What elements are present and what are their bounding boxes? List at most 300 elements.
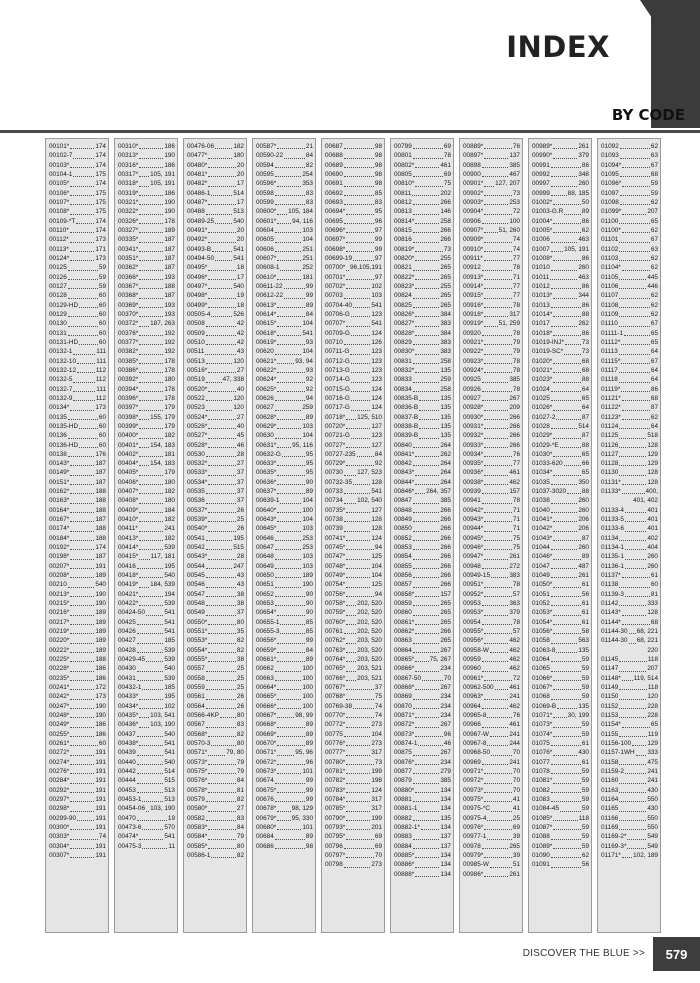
dot-leader (415, 851, 439, 858)
index-entry (532, 608, 589, 617)
page-reference: 187 (164, 264, 175, 272)
page-reference: 383 (440, 338, 451, 346)
index-entry (256, 599, 313, 608)
dot-leader (415, 450, 439, 457)
product-code: 00766* (325, 674, 346, 682)
dot-leader (139, 403, 163, 410)
dot-leader (206, 580, 236, 587)
page-reference: 97 (374, 254, 382, 262)
product-code: 00319* (118, 189, 139, 197)
dot-leader (275, 571, 302, 578)
product-code: 00888* (394, 870, 415, 878)
product-code: 00680* (256, 823, 277, 831)
product-code: 01158 (601, 758, 619, 766)
dot-leader (277, 366, 305, 373)
dot-leader (491, 748, 512, 755)
product-code: 00434* (118, 702, 139, 710)
dot-leader (415, 870, 439, 877)
product-code: 00720* (325, 422, 346, 430)
index-entry (394, 702, 451, 711)
index-entry (325, 394, 382, 403)
index-entry (532, 814, 589, 823)
dot-leader (70, 468, 94, 475)
dot-leader (139, 720, 149, 727)
index-entry (463, 245, 520, 254)
dot-leader (275, 534, 302, 541)
page-reference: 69 (443, 143, 451, 150)
index-entry (118, 310, 175, 319)
page-reference: 129 (647, 740, 658, 747)
page-reference: 234 (440, 702, 451, 710)
page-reference: 63 (650, 152, 658, 160)
dot-leader (415, 273, 439, 280)
product-code: 01028 (532, 422, 550, 430)
product-code: 00955* (463, 628, 484, 636)
index-entry (187, 198, 244, 207)
product-code: 00580* (187, 805, 208, 813)
index-entry (118, 804, 175, 813)
product-code: 00124* (49, 254, 70, 262)
product-code: 01018* (532, 329, 553, 337)
product-code: 00103* (49, 161, 70, 169)
dot-leader (206, 795, 236, 802)
product-code: 00961* (463, 674, 484, 682)
page-reference: 38 (236, 600, 244, 608)
page-reference: 70 (374, 851, 382, 859)
dot-leader (415, 254, 439, 261)
dot-leader (351, 431, 370, 438)
product-code: 00864 (394, 646, 412, 654)
page-reference: 60 (98, 432, 106, 440)
index-entry (118, 758, 175, 767)
index-entry (325, 338, 382, 347)
product-code: 00832* (394, 366, 415, 374)
footer-tagline[interactable]: DISCOVER THE BLUE >> (522, 948, 645, 959)
product-code: 01035 (532, 478, 550, 486)
index-column (528, 138, 592, 933)
dot-leader (70, 832, 98, 839)
product-code: 00184* (49, 534, 70, 542)
index-entry (187, 487, 244, 496)
product-code: 01030* (532, 450, 553, 458)
product-code: 00727-235 (325, 450, 356, 458)
product-code: 00583* (187, 823, 208, 831)
product-code: 01012 (532, 282, 550, 290)
page-reference: 99 (305, 292, 313, 300)
page-reference: 461 (509, 469, 520, 477)
index-entry (256, 823, 313, 832)
product-code: 00763* (325, 646, 346, 654)
product-code: 00489-25 (187, 217, 215, 225)
index-entry (394, 851, 451, 860)
page-reference: 104 (302, 432, 313, 440)
dot-leader (625, 562, 646, 569)
index-entry (325, 842, 382, 851)
index-entry (325, 580, 382, 589)
index-entry (532, 413, 589, 422)
dot-leader (622, 226, 650, 233)
index-entry (49, 189, 106, 198)
index-entry (118, 524, 175, 533)
product-code: 00429-45 (118, 656, 146, 664)
page-reference: 180 (164, 376, 175, 384)
index-entry (118, 170, 175, 179)
index-entry (532, 375, 589, 384)
page-reference: 383 (509, 572, 520, 580)
page-reference: 98, 99 (295, 712, 313, 720)
product-code: 00721-G (325, 432, 350, 440)
dot-leader (208, 291, 236, 298)
page-reference: 180 (233, 152, 244, 160)
product-code: 00906 (463, 217, 481, 225)
product-code: 01076* (532, 749, 553, 757)
page-reference: 155, 179 (150, 413, 175, 421)
page-reference: 550 (647, 814, 658, 822)
page-reference: 127, 207 (495, 180, 520, 188)
index-entry (463, 450, 520, 459)
dot-leader (344, 496, 356, 503)
page-reference: 317 (371, 805, 382, 813)
dot-leader (551, 422, 578, 429)
product-code: 00767* (325, 684, 346, 692)
index-entry (325, 786, 382, 795)
index-entry (118, 655, 175, 664)
dot-leader (619, 730, 647, 737)
dot-leader (484, 506, 512, 513)
page-reference: 129 (647, 460, 658, 468)
page-reference: 134 (440, 795, 451, 803)
dot-leader (70, 636, 94, 643)
product-code: 00927 (463, 394, 481, 402)
page-reference: 187 (164, 236, 175, 244)
page-reference: 228 (647, 702, 658, 710)
dot-leader (277, 515, 301, 522)
index-entry (49, 235, 106, 244)
page-reference: 61 (581, 740, 589, 747)
index-entry (256, 170, 313, 179)
page-reference: 78 (512, 264, 520, 272)
product-code: 00717-G (325, 404, 350, 412)
index-entry (118, 562, 175, 571)
dot-leader (277, 375, 305, 382)
index-entry (532, 580, 589, 589)
page-reference: 135 (440, 422, 451, 430)
dot-leader (551, 245, 563, 252)
index-entry (463, 776, 520, 785)
product-code: 00784* (325, 795, 346, 803)
product-code: 01007 (532, 245, 550, 253)
page-reference: 266 (509, 432, 520, 440)
index-entry (118, 832, 175, 841)
page-reference: 265 (440, 618, 451, 626)
page-reference: 251 (302, 254, 313, 262)
index-entry (601, 207, 658, 216)
product-code: 00915* (463, 292, 484, 300)
product-code: 00979* (463, 851, 484, 859)
dot-leader (68, 431, 98, 438)
dot-leader (70, 534, 94, 541)
index-entry (325, 347, 382, 356)
dot-leader (206, 571, 236, 578)
page-reference: 123 (371, 357, 382, 365)
page-reference: 74 (512, 245, 520, 253)
page-reference: 202, 520 (357, 628, 382, 636)
dot-leader (139, 739, 163, 746)
product-code: 00989* (532, 143, 553, 150)
product-code: 00952* (463, 590, 484, 598)
dot-leader (484, 795, 512, 802)
index-entry (118, 329, 175, 338)
product-code: 00136 (49, 432, 67, 440)
index-entry (463, 273, 520, 282)
dot-leader (413, 226, 440, 233)
dot-leader (484, 310, 508, 317)
index-entry (463, 860, 520, 869)
page-reference: 84 (236, 823, 244, 831)
index-entry (463, 189, 520, 198)
dot-leader (277, 655, 305, 662)
product-code: 00799 (394, 143, 412, 150)
page-reference: 203, 520 (357, 656, 382, 664)
dot-leader (346, 795, 370, 802)
product-code: 00933* (463, 441, 484, 449)
page-reference: 241 (509, 730, 520, 738)
dot-leader (208, 413, 236, 420)
page-reference: 100 (302, 693, 313, 701)
index-entry (187, 655, 244, 664)
index-entry (256, 459, 313, 468)
dot-leader (619, 776, 646, 783)
index-entry (187, 524, 244, 533)
page-reference: 62 (650, 310, 658, 318)
dot-leader (277, 338, 305, 345)
page-reference: 137 (440, 842, 451, 850)
product-code: 00127 (49, 282, 67, 290)
page-reference: 266 (440, 516, 451, 524)
product-code: 00936* (463, 469, 484, 477)
index-entry (49, 375, 106, 384)
dot-leader (208, 151, 232, 158)
dot-leader (413, 646, 440, 653)
dot-leader (275, 170, 302, 177)
page-reference: 92 (305, 385, 313, 393)
index-entry (463, 664, 520, 673)
index-entry (532, 273, 589, 282)
index-entry (532, 692, 589, 701)
product-code: 01034* (532, 469, 553, 477)
product-code: 01143* (601, 609, 621, 617)
index-entry (601, 189, 658, 198)
dot-leader (70, 646, 94, 653)
product-code: 00377* (118, 338, 139, 346)
page-reference: 59 (98, 273, 106, 281)
dot-leader (277, 207, 287, 214)
index-entry (601, 366, 658, 375)
page-reference: 60 (98, 301, 106, 309)
product-code: 00105* (49, 180, 70, 188)
index-entry (187, 608, 244, 617)
index-entry (187, 357, 244, 366)
product-code: 00903* (463, 198, 484, 206)
page-reference: 27 (236, 805, 244, 813)
page-reference: 190 (164, 152, 175, 160)
index-entry (187, 301, 244, 310)
page-reference: 317 (509, 310, 520, 318)
page-reference: 260 (647, 562, 658, 570)
dot-leader (553, 254, 581, 261)
index-entry (118, 674, 175, 683)
dot-leader (564, 347, 581, 354)
product-code: 00811 (394, 189, 412, 197)
product-code: 00539* (187, 516, 208, 524)
page-reference: 59 (581, 795, 589, 803)
index-entry (49, 329, 106, 338)
dot-leader (70, 795, 94, 802)
page-reference: 77 (512, 292, 520, 300)
dot-leader (275, 664, 302, 671)
dot-leader (484, 590, 512, 597)
dot-leader (208, 478, 236, 485)
index-entry (118, 207, 175, 216)
page-reference: 61 (581, 600, 589, 608)
product-code: 00866* (394, 665, 415, 673)
product-code: 00785* (325, 805, 346, 813)
product-code: 00470 (118, 814, 136, 822)
dot-leader (551, 739, 581, 746)
page-reference: 187 (95, 516, 106, 524)
dot-leader (413, 702, 440, 709)
page-reference: 19 (236, 292, 244, 300)
page-reference: 207 (647, 665, 658, 673)
index-entry (532, 282, 589, 291)
product-code: 00918* (463, 310, 484, 318)
product-code: 00487* (187, 198, 208, 206)
index-entry (256, 226, 313, 235)
dot-leader (346, 692, 374, 699)
index-entry (601, 571, 658, 580)
dot-leader (68, 291, 98, 298)
dot-leader (215, 217, 232, 224)
dot-leader (553, 357, 581, 364)
index-entry (187, 403, 244, 412)
page-reference: 259 (302, 404, 313, 412)
product-code: 00925 (463, 376, 481, 384)
index-entry (325, 823, 382, 832)
product-code: 00985-W (463, 861, 489, 869)
page-reference: 463 (578, 236, 589, 244)
dot-leader (484, 674, 512, 681)
product-code: 00700* (325, 264, 346, 272)
dot-leader (551, 758, 581, 765)
product-code: 00813 (394, 208, 412, 216)
index-entry (532, 403, 589, 412)
page-reference: 28 (236, 450, 244, 458)
product-code: 00768* (325, 693, 346, 701)
index-entry (49, 422, 106, 431)
index-entry (187, 823, 244, 832)
page-reference: 75 (443, 180, 451, 188)
dot-leader (619, 534, 646, 541)
page-reference: 69 (374, 833, 382, 841)
dot-leader (482, 170, 509, 177)
product-code: 00781* (325, 767, 346, 775)
index-entry (601, 403, 658, 412)
page-reference: 190 (95, 590, 106, 598)
page-reference: 541 (371, 488, 382, 496)
product-code: 00770* (325, 712, 346, 720)
dot-leader (413, 301, 440, 308)
product-code: 00978 (463, 842, 481, 850)
index-entry (394, 552, 451, 561)
dot-leader (139, 543, 163, 550)
dot-leader (482, 720, 509, 727)
dot-leader (482, 394, 509, 401)
page-reference: 191 (95, 758, 106, 766)
page-reference: 401 (647, 516, 658, 524)
index-entry (187, 235, 244, 244)
index-entry (463, 571, 520, 580)
product-code: 00615* (256, 320, 277, 328)
dot-leader (484, 198, 508, 205)
product-code: 00558 (187, 674, 205, 682)
index-entry (532, 702, 589, 711)
page-reference: 550 (647, 795, 658, 803)
dot-leader (622, 608, 647, 615)
page-reference: 89 (305, 721, 313, 729)
dot-leader (495, 683, 509, 690)
product-code: 00611-22 (256, 282, 283, 290)
dot-leader (482, 655, 509, 662)
dot-leader (619, 814, 646, 821)
page-reference: 64 (650, 348, 658, 356)
dot-leader (277, 730, 305, 737)
product-code: 01026* (532, 404, 553, 412)
page-reference: 73 (374, 758, 382, 766)
dot-leader (346, 413, 356, 420)
product-code: 00586-1 (187, 851, 211, 859)
index-entry (532, 487, 589, 496)
page-reference: 189 (95, 637, 106, 645)
product-code: 01073* (532, 721, 553, 729)
page-reference: 86 (581, 254, 589, 262)
dot-leader (351, 329, 370, 336)
index-entry (463, 422, 520, 431)
dot-leader (70, 748, 94, 755)
product-code: 01165 (601, 805, 619, 813)
product-code: 00546 (187, 581, 205, 589)
product-code: 00920 (463, 329, 481, 337)
product-code: 00928* (463, 404, 484, 412)
dot-leader (484, 338, 512, 345)
page-reference: 59 (581, 833, 589, 841)
product-code: 00453-1 (118, 795, 142, 803)
index-entry (532, 832, 589, 841)
dot-leader (275, 198, 305, 205)
product-code: 00827* (394, 320, 415, 328)
dot-leader (137, 748, 164, 755)
page-reference: 202 (440, 189, 451, 197)
product-code: 00692 (325, 189, 343, 197)
dot-leader (208, 263, 236, 270)
product-code: 00648 (256, 553, 274, 561)
index-entry (49, 702, 106, 711)
page-reference: 241 (164, 525, 175, 533)
index-entry (532, 562, 589, 571)
dot-leader (139, 207, 163, 214)
dot-leader (139, 599, 163, 606)
product-code: 00486-1 (187, 189, 211, 197)
dot-leader (415, 245, 443, 252)
